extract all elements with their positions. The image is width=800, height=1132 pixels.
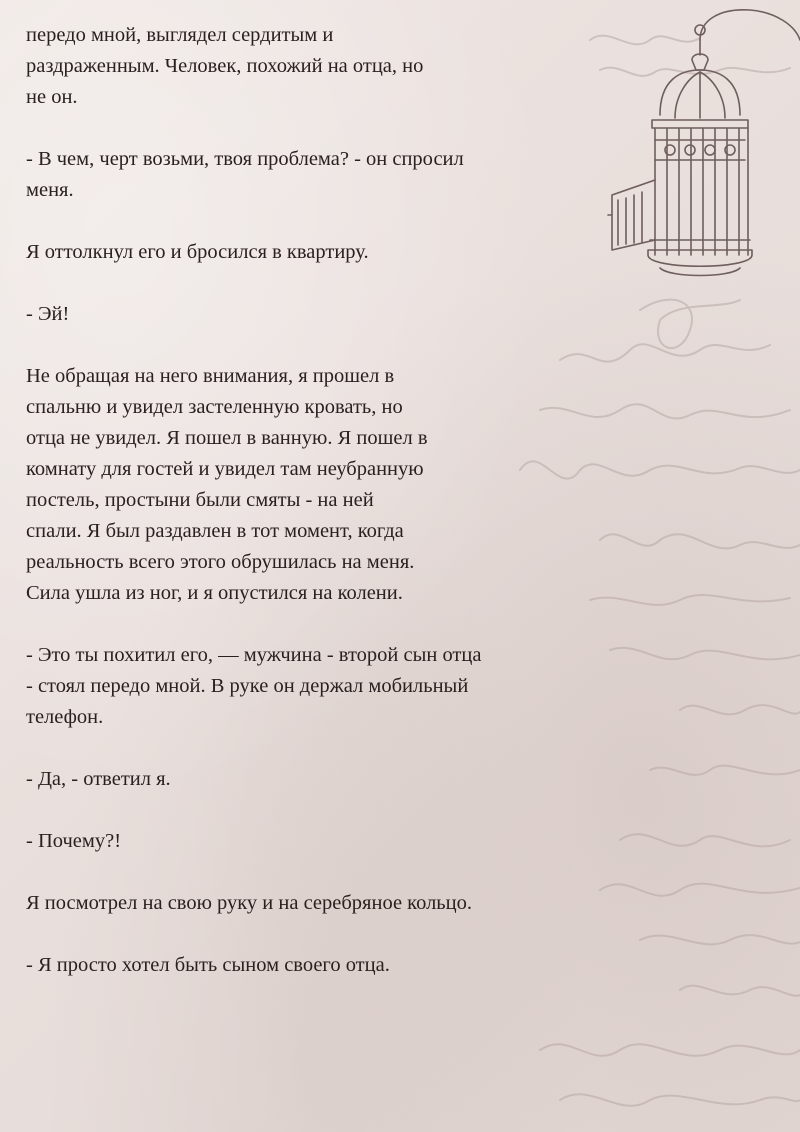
paragraph-10	[26, 950, 586, 981]
paragraph-8	[26, 826, 586, 857]
story-text	[26, 20, 586, 1012]
paragraph-3	[26, 237, 586, 268]
paragraph-7	[26, 764, 586, 795]
text-line: комнату для гостей и увидел там неубранную	[26, 458, 424, 480]
text-line: не он.	[26, 86, 78, 108]
text-line: Не обращая на него внимания, я прошел в	[26, 365, 395, 387]
paragraph-6	[26, 640, 586, 733]
text-line: раздраженным. Человек, похожий на отца, но	[26, 55, 424, 77]
text-line: Я посмотрел на свою руку и на серебряное кольцо.	[26, 892, 473, 914]
text-line: спали. Я был раздавлен в тот момент, когда	[26, 520, 404, 542]
text-line: постель, простыни были смяты - на ней	[26, 489, 374, 511]
text-line: - Это ты похитил его, — мужчина - второй сын отца	[26, 644, 482, 666]
text-line: - Да, - ответил я.	[26, 768, 171, 790]
paragraph-9	[26, 888, 586, 919]
text-line: реальность всего этого обрушилась на меня.	[26, 551, 415, 573]
text-line: - Эй!	[26, 303, 70, 325]
paragraph-4	[26, 299, 586, 330]
text-line: - стоял передо мной. В руке он держал мобильный	[26, 675, 469, 697]
paragraph-5	[26, 361, 586, 609]
text-line: Сила ушла из ног, и я опустился на колени.	[26, 582, 403, 604]
text-line: спальню и увидел застеленную кровать, но	[26, 396, 403, 418]
text-line: передо мной, выглядел сердитым и	[26, 24, 334, 46]
paragraph-2	[26, 144, 586, 206]
text-line: меня.	[26, 179, 74, 201]
paragraph-1	[26, 20, 586, 113]
text-line: телефон.	[26, 706, 104, 728]
text-line: - В чем, черт возьми, твоя проблема? - он спросил	[26, 148, 464, 170]
birdcage-illustration	[600, 0, 800, 290]
text-line: - Почему?!	[26, 830, 122, 852]
text-line: отца не увидел. Я пошел в ванную. Я пошел в	[26, 427, 428, 449]
text-line: - Я просто хотел быть сыном своего отца.	[26, 954, 390, 976]
text-line: Я оттолкнул его и бросился в квартиру.	[26, 241, 369, 263]
